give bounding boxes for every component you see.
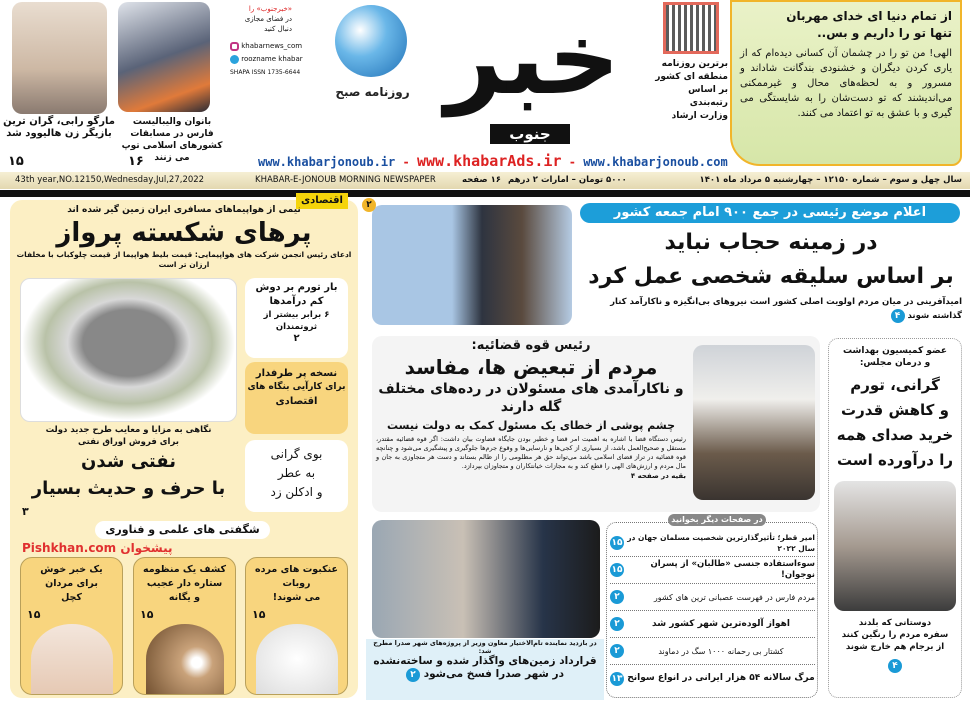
economy-tag[interactable]: اقتصادی: [296, 193, 348, 209]
url-row: www.khabarjonoub.ir - www.khabarAds.ir - www.khabarjonoub.com: [258, 152, 728, 170]
sadra-story[interactable]: در بازدید نماینده تام‌الاختیار معاون وزیر از پروژه‌های شهر صدرا مطرح شد: قرارداد زمین‌های واگذار شده و ساخته‌نشده در شهر صدرا فسخ می‌شود ۲: [366, 639, 604, 700]
page-number: ۲: [406, 668, 420, 682]
teaser-robbie[interactable]: [2, 116, 116, 140]
pezeshkian-photo: [834, 481, 956, 611]
watermark: پیشخوان Pishkhan.com: [22, 541, 173, 555]
sadra-visit-photo: [372, 520, 600, 638]
list-item[interactable]: مردم فارس در فهرست عصبانی ترین های کشور ۲: [610, 584, 815, 611]
issn: SHAPA ISSN 1735-6644: [230, 69, 301, 76]
info-bar: 43th year,NO.12150,Wednesday,Jul,27,2022 KHABAR-E-JONOUB MORNING NEWSPAPER ۱۶ صفحه ۵۰۰۰ تومان – امارات ۲ درهم سال چهل و سوم – شماره ۱۲۱۵۰ – چهارشنبه ۵ مرداد ماه ۱۴۰۱: [0, 172, 970, 189]
bald-man-photo: [31, 624, 113, 694]
url-link[interactable]: www.khabarjonoub.ir: [258, 155, 396, 169]
quote-box: از تمام دنیا ای خدای مهربان تنها تو را داریم و بس.. الهی! من تو را در چشمان آن کسانی دیده‌ام که از یاری کردن دیگران و خشنودی بندگانت شاد‌اند و مسرور و به لحظه‌های محال و غیرممکنی می‌اندیشند که تو دست‌شان را به شایستگی می گیری و با عشق به تو اعتماد می کنند.: [730, 0, 962, 166]
side-teaser[interactable]: بوی گرانی به عطر و ادکلن زد: [245, 440, 348, 512]
logo: روزنامه صبح خبر جنوب: [335, 0, 621, 143]
oil-barrels-photo: [20, 278, 237, 422]
ads-url-link[interactable]: www.khabarAds.ir: [416, 152, 562, 170]
teaser-title: مارگو رابی، گران ترین بازیگر زن هالیوود شد: [3, 116, 115, 139]
side-teaser[interactable]: بار تورم بر دوش کم درآمدها ۶ برابر بیشتر از ثروتمندان ۲: [245, 278, 348, 358]
telegram-link[interactable]: roozname khabar: [230, 53, 303, 66]
spider-robot-photo: [256, 624, 338, 694]
list-item[interactable]: اهواز آلوده‌ترین شهر کشور شد ۲: [610, 611, 815, 638]
page-number: ۱۵: [8, 154, 24, 169]
science-card[interactable]: کشف یک منظومه ستاره دار عجیب و یگانه ۱۵: [133, 557, 236, 695]
lead-headline[interactable]: در زمینه حجاب نباید بر اساس سلیقه شخصی عمل کرد: [588, 230, 954, 289]
science-card[interactable]: یک خبر خوش برای مردان کچل ۱۵: [20, 557, 123, 695]
instagram-link[interactable]: khabarnews_com: [230, 40, 303, 53]
list-item[interactable]: سوءاستفاده جنسی «طالبان» از پسران نوجوان! ۱۵: [610, 557, 815, 584]
lead-kicker: اعلام موضع رئیسی در جمع ۹۰۰ امام جمعه کشور: [580, 203, 960, 223]
star-sphere-image: [146, 624, 224, 694]
health-story[interactable]: عضو کمیسیون بهداشت و درمان مجلس: گرانی، تورم و کاهش قدرت خرید صدای همه را درآورده است دوستانی که بلدند سفره مردم را رنگین کنند از برجام هم خارج شوند ۴: [828, 338, 962, 698]
instagram-icon: [230, 42, 239, 51]
list-item[interactable]: مرگ سالانه ۵۴ هزار ایرانی در انواع سوانح ۱۳: [611, 673, 815, 684]
list-item[interactable]: امیر قطر؛ تأثیرگذارترین شخصیت مسلمان جهان در سال ۲۰۲۲ ۱۵: [610, 530, 815, 557]
page-number: ۱۶: [128, 154, 144, 169]
side-teaser[interactable]: نسخه پر طرفدار برای کارآیی بنگاه های اقتصادی: [245, 362, 348, 434]
globe-icon: [335, 5, 407, 77]
qr-code[interactable]: [663, 2, 719, 54]
volleyball-photo: [118, 2, 210, 112]
url-link[interactable]: www.khabarjonoub.com: [583, 155, 728, 169]
lead-sub: امیدآفرینی در میان مردم اولویت اصلی کشور است‌ نیروهای بی‌انگیزه و ناکارآمد کنار گذاشته شوند ۴: [610, 297, 962, 321]
ejei-photo: [693, 345, 815, 500]
science-title: شگفتی های علمی و فناوری: [95, 521, 270, 539]
margot-robbie-photo: [12, 2, 107, 114]
page-number: ۳: [22, 505, 29, 518]
qr-caption: برترین روزنامه منطقه ای کشور بر اساس رتبه‌بندی وزارت ارشاد: [655, 59, 728, 121]
divider: [0, 190, 970, 197]
other-pages-title: در صفحات دیگر بخوانید: [668, 514, 766, 526]
raisi-photo: [372, 205, 572, 325]
page-number: ۲: [362, 198, 376, 212]
list-item[interactable]: کشتار بی رحمانه ۱۰۰۰ سگ در دماوند ۲: [610, 638, 815, 665]
oil-story[interactable]: نگاهی به مزایا و معایب طرح جدید دولت برای فروش اوراق نفتی نفتی شدن با حرف و حدیث بسیار: [31, 425, 226, 499]
telegram-icon: [230, 55, 239, 64]
science-card[interactable]: عنکبوت های مرده روبات می شوند! ۱۵: [245, 557, 348, 695]
teaser-title: بانوان والیبالیست فارس در مسابقات کشورهای اسلامی توپ می زنند: [121, 117, 223, 163]
social-block: «خبرجنوب» را در فضای مجازی دنبال کنید: [244, 5, 292, 33]
